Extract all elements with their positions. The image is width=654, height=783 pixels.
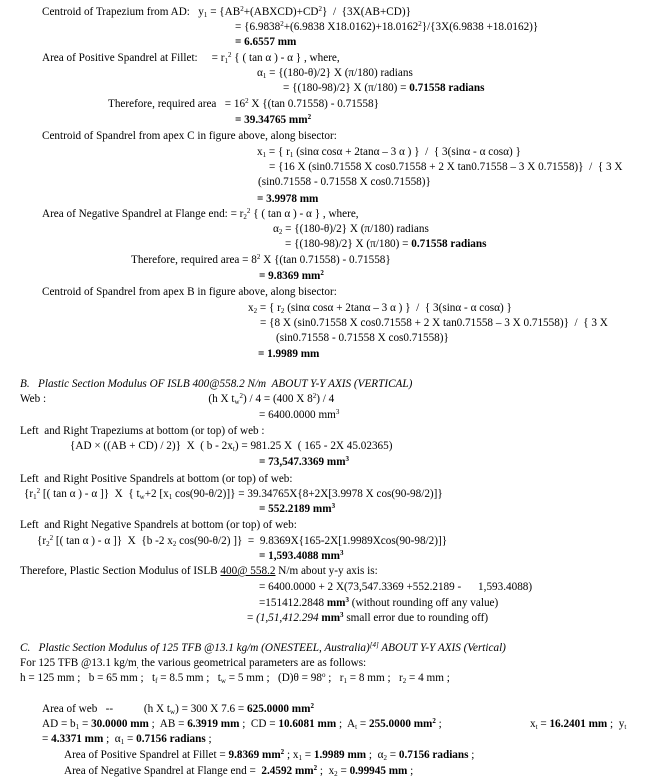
text-run: mm xyxy=(326,597,346,609)
text-line xyxy=(259,503,335,516)
text-run: = xyxy=(235,114,245,126)
text-run: ABOUT Y-Y AXIS (Vertical) xyxy=(378,642,506,654)
text-line xyxy=(259,550,343,563)
text-run: cos(90-θ/2) ]} = 9.8369X{165-2X[1.9989Xcos(90-98/2)]} xyxy=(176,535,448,547)
text-run: = 6.6557 mm xyxy=(235,36,297,48)
text-run: 2 xyxy=(256,253,261,261)
text-run: = xyxy=(386,749,399,761)
text-line xyxy=(235,36,296,49)
text-run: = 6400.0000 mm xyxy=(259,409,336,421)
text-line xyxy=(259,597,498,610)
text-run: = {(180-98)/2} X (π/180) = xyxy=(285,238,412,250)
text-run: = xyxy=(357,718,369,730)
text-run: t xyxy=(355,723,358,731)
text-line xyxy=(131,254,391,267)
text-line xyxy=(276,332,449,345)
text-run: = 73,547.3369 mm xyxy=(259,456,346,468)
text-run: 1.9989 mm xyxy=(313,749,367,761)
text-run: {r xyxy=(37,535,47,547)
text-run: = {16 X (sin0.71558 X cos0.71558 + 2 X tan0.71558 – 3 X 0.71558)} / { 3 X xyxy=(269,161,623,173)
text-run: = 8.5 mm ; t xyxy=(157,672,221,684)
text-run: { ( tan α ) - α } , where, xyxy=(231,52,340,64)
text-run: = 5 mm ; (D)θ = 98 xyxy=(225,672,322,684)
text-run: α xyxy=(273,223,279,235)
text-run: Left and Right Trapeziums at bottom (or top) of web : xyxy=(20,425,265,437)
text-line xyxy=(258,176,431,189)
text-run: } / {3X(AB+CD)} xyxy=(322,6,411,18)
text-run: 1 xyxy=(224,57,228,65)
text-run: Centroid of Trapezium from AD: y xyxy=(42,6,204,18)
text-run: 1 xyxy=(120,738,125,746)
text-run: +(6.9838 X18.0162)+18.0162 xyxy=(283,21,419,33)
text-run: 2 xyxy=(240,5,244,13)
text-run: X {(tan 0.71558) - 0.71558} xyxy=(248,98,379,110)
text-line xyxy=(235,21,538,34)
text-line xyxy=(259,270,324,283)
text-run: 1 xyxy=(343,677,347,685)
text-line xyxy=(260,317,608,330)
text-run: ) = 981.25 X ( 165 - 2X 45.02365) xyxy=(234,440,393,452)
text-line xyxy=(20,657,366,670)
text-line xyxy=(259,581,532,594)
text-run: 2 xyxy=(418,20,422,28)
text-run: [( tan α ) - α ]} X { t xyxy=(40,488,140,500)
text-run: 2 xyxy=(280,307,285,315)
text-line xyxy=(42,718,442,731)
text-run: Left and Right Negative Spandrels at bottom (or top) of web: xyxy=(20,519,297,531)
text-line xyxy=(235,114,311,127)
text-run: = xyxy=(537,718,550,730)
text-run: [( tan α ) - α ]} X {b -2 x xyxy=(53,535,173,547)
text-run: t xyxy=(624,723,627,731)
text-run: 2.4592 mm xyxy=(258,765,314,777)
text-run: = 8 mm ; r xyxy=(347,672,403,684)
text-run: 10.6081 mm xyxy=(278,718,337,730)
text-run: 1 xyxy=(33,493,37,501)
text-line xyxy=(20,672,450,685)
text-line xyxy=(247,612,488,625)
text-run: mm xyxy=(318,612,341,624)
text-run: 9.8369 mm xyxy=(228,749,281,761)
text-run: 2 xyxy=(36,487,41,495)
text-run: Therefore, required area = 16 xyxy=(108,98,246,110)
text-run: X {(tan 0.71558) - 0.71558} xyxy=(260,254,391,266)
text-line xyxy=(70,440,392,453)
text-line xyxy=(64,749,474,762)
text-run: 0.71558 radians xyxy=(409,82,485,94)
text-line xyxy=(283,82,484,95)
text-run: (1,51,412.294 xyxy=(256,612,319,624)
text-run: Centroid of Spandrel from apex C in figure above, along bisector: xyxy=(42,130,337,142)
text-run: = xyxy=(337,765,350,777)
text-line xyxy=(248,302,512,315)
text-run: = {AB xyxy=(207,6,241,18)
text-run: B. Plastic Section Modulus OF ISLB 400@558.2 N/m ABOUT Y-Y AXIS (VERTICAL) xyxy=(20,378,413,390)
text-line xyxy=(64,765,413,778)
text-run: = xyxy=(42,733,52,745)
text-run: 2 xyxy=(246,207,251,215)
text-run: 2 xyxy=(334,770,338,778)
text-line xyxy=(20,425,265,438)
text-run: ; xyxy=(407,765,414,777)
text-line xyxy=(42,286,337,299)
text-run: = 6400.0000 + 2 X(73,547.3369 +552.2189 - 1,593.4088) xyxy=(259,581,533,593)
text-run: Centroid of Spandrel from apex B in figure above, along bisector: xyxy=(42,286,337,298)
text-run: = {(180-θ)/2} X (π/180) radians xyxy=(266,67,413,79)
text-run: C. Plastic Section Modulus of 125 TFB @13.1 kg/m (ONESTEEL, Australia) xyxy=(20,642,370,654)
text-line xyxy=(273,223,429,236)
text-run: 0.7156 radians xyxy=(398,749,469,761)
text-run: 2 xyxy=(402,677,407,685)
text-run: x xyxy=(248,302,254,314)
text-run: 3 xyxy=(331,502,336,510)
text-run: Left and Right Positive Spandrels at bottom (or top) of web: xyxy=(20,473,293,485)
text-run: = xyxy=(247,612,257,624)
text-run: {r xyxy=(24,488,34,500)
text-run: 6.3919 mm xyxy=(187,718,240,730)
text-run: = 552.2189 mm xyxy=(259,503,332,515)
text-run: 2 xyxy=(49,534,54,542)
text-run: 2 xyxy=(227,51,232,59)
text-run: ; A xyxy=(336,718,356,730)
text-line xyxy=(42,52,340,65)
text-run: = xyxy=(79,718,92,730)
text-line xyxy=(108,98,379,111)
text-run: w xyxy=(170,708,176,716)
text-run: ; xyxy=(435,718,442,730)
text-run: f xyxy=(155,677,158,685)
text-run: ; x xyxy=(317,765,335,777)
text-line xyxy=(42,6,411,19)
text-run: 2 xyxy=(46,540,50,548)
text-run: +(ABXCD)+CD xyxy=(243,6,319,18)
text-run: 2 xyxy=(239,392,244,400)
text-line xyxy=(259,456,349,469)
text-line xyxy=(257,67,413,80)
text-run: ; α xyxy=(366,749,384,761)
text-run: = 4 mm ; xyxy=(406,672,450,684)
text-run: 2 xyxy=(280,748,285,756)
text-run: small error due to rounding off) xyxy=(343,612,489,624)
text-run: = {(180-θ)/2} X (π/180) radians xyxy=(282,223,429,235)
text-run: 1 xyxy=(168,493,173,501)
text-run: 1 xyxy=(262,72,267,80)
text-run: 0.71558 radians xyxy=(411,238,487,250)
text-run: +2 [x xyxy=(144,488,169,500)
text-run: Therefore, Plastic Section Modulus of ISLB xyxy=(20,565,221,577)
text-line xyxy=(42,703,314,716)
text-run: 0.99945 mm xyxy=(349,765,408,777)
text-run: [4] xyxy=(369,641,379,649)
text-run: ; r xyxy=(325,672,344,684)
text-run: = xyxy=(259,270,269,282)
text-run: 9.8369 mm xyxy=(268,270,321,282)
text-run: 255.0000 mm xyxy=(368,718,433,730)
text-run: 2 xyxy=(307,113,312,121)
text-run: = 1.9989 mm xyxy=(258,348,320,360)
text-run: (sin0.71558 - 0.71558 X cos0.71558)} xyxy=(276,332,449,344)
text-line xyxy=(42,208,359,221)
text-line xyxy=(37,535,447,548)
text-run: = {6.9838 xyxy=(235,21,281,33)
text-line xyxy=(285,238,486,251)
text-run: 1 xyxy=(262,151,267,159)
text-run: (sin0.71558 - 0.71558 X cos0.71558)} xyxy=(258,176,431,188)
text-run: 2 xyxy=(312,392,317,400)
text-run: ; xyxy=(468,749,475,761)
text-line xyxy=(42,130,337,143)
text-run: ) / 4 xyxy=(316,393,335,405)
text-run: the various geometrical parameters are as follows: xyxy=(138,657,367,669)
text-run: (sinα cosα + 2tanα – 3 α ) } / { 3(sinα - α cosα) } xyxy=(284,302,512,314)
text-run: = { r xyxy=(266,146,290,158)
text-run: 1 xyxy=(289,151,294,159)
text-run: cos(90-θ/2)]} = 39.34765X{8+2X[3.9978 X cos(90-98/2)]} xyxy=(172,488,443,500)
text-run: Web : (h X t xyxy=(20,393,235,405)
text-run: ) / 4 = (400 X 8 xyxy=(243,393,313,405)
text-run: 39.34765 mm xyxy=(244,114,308,126)
text-run: = xyxy=(124,733,137,745)
text-line xyxy=(20,378,412,391)
text-run: = 3.9978 mm xyxy=(257,193,319,205)
text-run: ; AB = xyxy=(148,718,188,730)
text-run: 3 xyxy=(339,549,344,557)
text-run: }/{3X(6.9838 +18.0162)} xyxy=(421,21,539,33)
text-run: 2 xyxy=(253,307,258,315)
text-run: 2 xyxy=(172,540,177,548)
text-run: ; α xyxy=(103,733,121,745)
text-run: 2 xyxy=(243,213,247,221)
text-run: = { r xyxy=(257,302,281,314)
text-run: Area of Negative Spandrel at Flange end = xyxy=(64,765,259,777)
text-run: 1 xyxy=(75,723,80,731)
text-run: ; x xyxy=(284,749,299,761)
text-run: For 125 TFB @13.1 kg/m xyxy=(20,657,137,669)
text-line xyxy=(42,733,212,746)
text-run: w xyxy=(234,398,240,406)
text-line xyxy=(257,146,521,159)
text-run: 1 xyxy=(298,754,302,762)
text-line xyxy=(20,642,506,655)
text-run: ; xyxy=(205,733,212,745)
text-run: 2 xyxy=(320,269,324,277)
text-run: 2 xyxy=(280,20,284,28)
text-run: x xyxy=(257,146,263,158)
text-run: Area of web -- (h X t xyxy=(42,703,170,715)
text-line xyxy=(24,488,443,501)
text-run: 2 xyxy=(318,5,323,13)
text-run: (sinα cosα + 2tanα – 3 α ) } / { 3(sinα - α cosα) } xyxy=(293,146,521,158)
text-run: t xyxy=(232,445,235,453)
text-run: 2 xyxy=(432,717,436,725)
text-line xyxy=(530,718,626,731)
text-run: t xyxy=(535,723,538,731)
text-run: = {(180-98)/2} X (π/180) = xyxy=(283,82,410,94)
text-run: 0.7156 radians xyxy=(136,733,206,745)
text-run: Area of Negative Spandrel at Flange end: = r xyxy=(42,208,244,220)
text-run: 3 xyxy=(335,408,340,416)
text-line xyxy=(20,393,334,406)
text-run: Area of Positive Spandrel at Fillet = xyxy=(64,749,229,761)
text-line xyxy=(259,409,339,422)
text-run: 2 xyxy=(310,702,314,710)
text-run: 2 xyxy=(313,764,318,772)
text-run: Area of Positive Spandrel at Fillet: = r xyxy=(42,52,225,64)
text-run: 16.2401 mm xyxy=(549,718,608,730)
text-run: = xyxy=(301,749,314,761)
text-run: w xyxy=(220,677,226,685)
text-line xyxy=(269,161,622,174)
text-run: h = 125 mm ; b = 65 mm ; t xyxy=(20,672,156,684)
text-run: 1 xyxy=(203,11,208,19)
text-run: AD = b xyxy=(42,718,76,730)
text-run: ) = 300 X 7.6 = xyxy=(175,703,248,715)
text-run: 3 xyxy=(345,596,349,604)
text-run: 400@ 558.2 xyxy=(220,565,276,577)
text-line xyxy=(257,193,318,206)
text-run: ; y xyxy=(607,718,625,730)
text-run: 4.3371 mm xyxy=(51,733,104,745)
text-run: 3 xyxy=(345,455,350,463)
text-run: 625.0000 mm xyxy=(247,703,311,715)
text-run: = 1,593.4088 mm xyxy=(259,550,340,562)
text-run: Therefore, required area = 8 xyxy=(131,254,257,266)
text-line xyxy=(20,473,293,486)
text-line xyxy=(20,565,378,578)
text-run: N/m about y-y axis is: xyxy=(275,565,378,577)
text-run: = {8 X (sin0.71558 X cos0.71558 + 2 X tan0.71558 – 3 X 0.71558)} / { 3 X xyxy=(260,317,608,329)
text-run: =151412.2848 xyxy=(259,597,327,609)
text-run: 3 xyxy=(340,611,344,619)
text-run: (without rounding off any value) xyxy=(348,597,499,609)
text-run: o xyxy=(321,671,326,679)
text-line xyxy=(20,519,297,532)
text-run: , xyxy=(136,662,139,670)
text-run: ; CD = xyxy=(239,718,279,730)
text-run: 2 xyxy=(278,228,283,236)
text-run: 2 xyxy=(383,754,387,762)
text-run: 30.0000 mm xyxy=(91,718,149,730)
text-run: { ( tan α ) - α } , where, xyxy=(250,208,359,220)
text-run: {AD × ((AB + CD) / 2)} X ( b - 2x xyxy=(70,440,233,452)
text-run: α xyxy=(257,67,263,79)
text-line xyxy=(258,348,319,361)
text-run: w xyxy=(139,493,145,501)
text-run: x xyxy=(530,718,536,730)
text-run: 2 xyxy=(245,97,249,105)
